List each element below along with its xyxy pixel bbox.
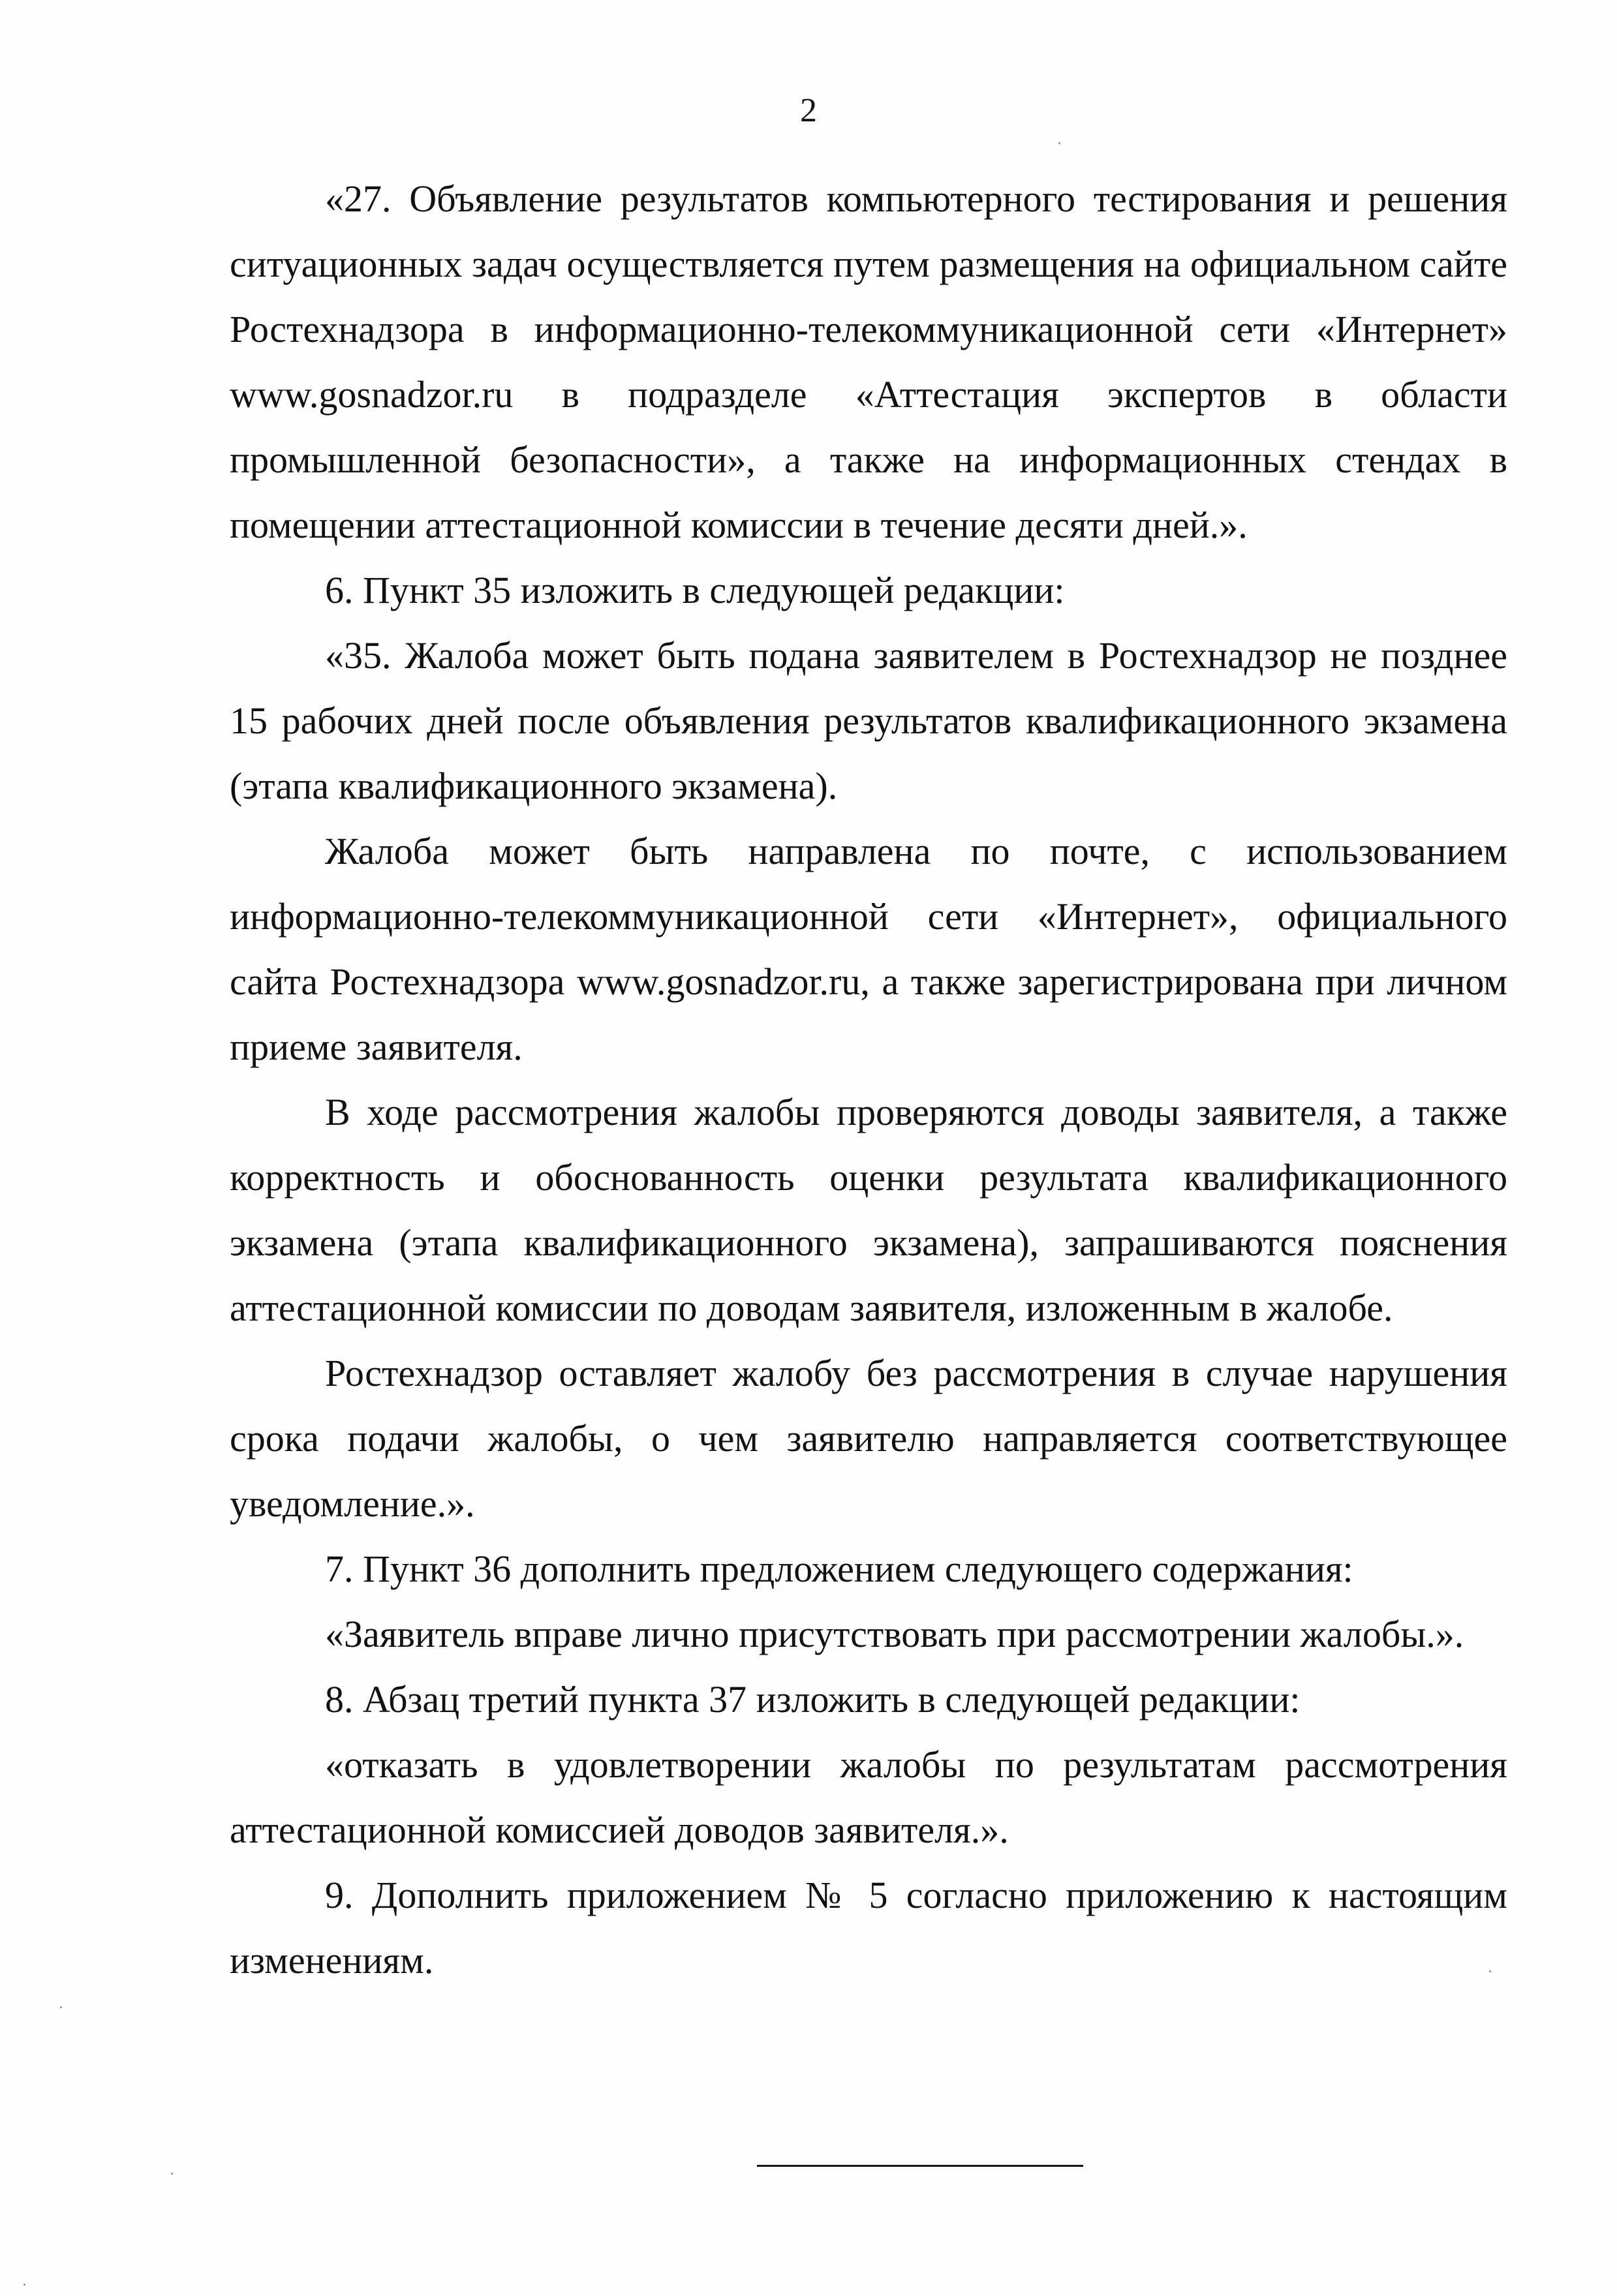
scan-speck bbox=[1058, 142, 1060, 144]
scan-speck bbox=[60, 2006, 62, 2008]
end-of-text-rule bbox=[757, 2165, 1083, 2167]
scan-speck bbox=[171, 2173, 173, 2175]
paragraph-complaint-review: В ходе рассмотрения жалобы проверяются доводы заявителя, а также корректность и обоснованность оценки результата квалификационного экзамена (этапа квалификационного экзамена), запрашиваются пояснения аттестационной комиссии по доводам заявителя, изложенным в жалобе. bbox=[230, 1091, 1507, 1329]
paragraph-amendment-6: 6. Пункт 35 изложить в следующей редакции: bbox=[325, 569, 1065, 611]
paragraph-complaint-submission: Жалоба может быть направлена по почте, с использованием информационно-телекоммуникационной сети «Интернет», официального сайта Ростехнадзора www.gosnadzor.ru, а также зарегистрирована при личном приеме заявителя. bbox=[230, 830, 1507, 1068]
document-body bbox=[230, 166, 1507, 1993]
paragraph-amendment-9: 9. Дополнить приложением № 5 согласно приложению к настоящим изменениям. bbox=[230, 1874, 1507, 1982]
scan-speck bbox=[1489, 1970, 1491, 1972]
paragraph-item-27: «27. Объявление результатов компьютерного тестирования и решения ситуационных задач осуществляется путем размещения на официальном сайте Ростехнадзора в информационно-телекоммуникационной сети «Интернет» www.gosnadzor.ru в подразделе «Аттестация экспертов в области промышленной безопасности», а также на информационных стендах в помещении аттестационной комиссии в течение десяти дней.». bbox=[230, 177, 1507, 546]
paragraph-item-35: «35. Жалоба может быть подана заявителем в Ростехнадзор не позднее 15 рабочих дней после объявления результатов квалификационного экзамена (этапа квалификационного экзамена). bbox=[230, 634, 1507, 807]
paragraph-applicant-presence: «Заявитель вправе лично присутствовать при рассмотрении жалобы.». bbox=[325, 1613, 1464, 1655]
page-number: 2 bbox=[800, 92, 817, 129]
paragraph-refusal-text: «отказать в удовлетворении жалобы по результатам рассмотрения аттестационной комиссией доводов заявителя.». bbox=[230, 1743, 1507, 1851]
scan-speck bbox=[23, 2284, 25, 2286]
paragraph-amendment-7: 7. Пункт 36 дополнить предложением следующего содержания: bbox=[325, 1548, 1353, 1590]
paragraph-amendment-8: 8. Абзац третий пункта 37 изложить в следующей редакции: bbox=[325, 1678, 1301, 1721]
paragraph-complaint-rejection: Ростехнадзор оставляет жалобу без рассмотрения в случае нарушения срока подачи жалобы, о чем заявителю направляется соответствующее уведомление.». bbox=[230, 1352, 1507, 1525]
